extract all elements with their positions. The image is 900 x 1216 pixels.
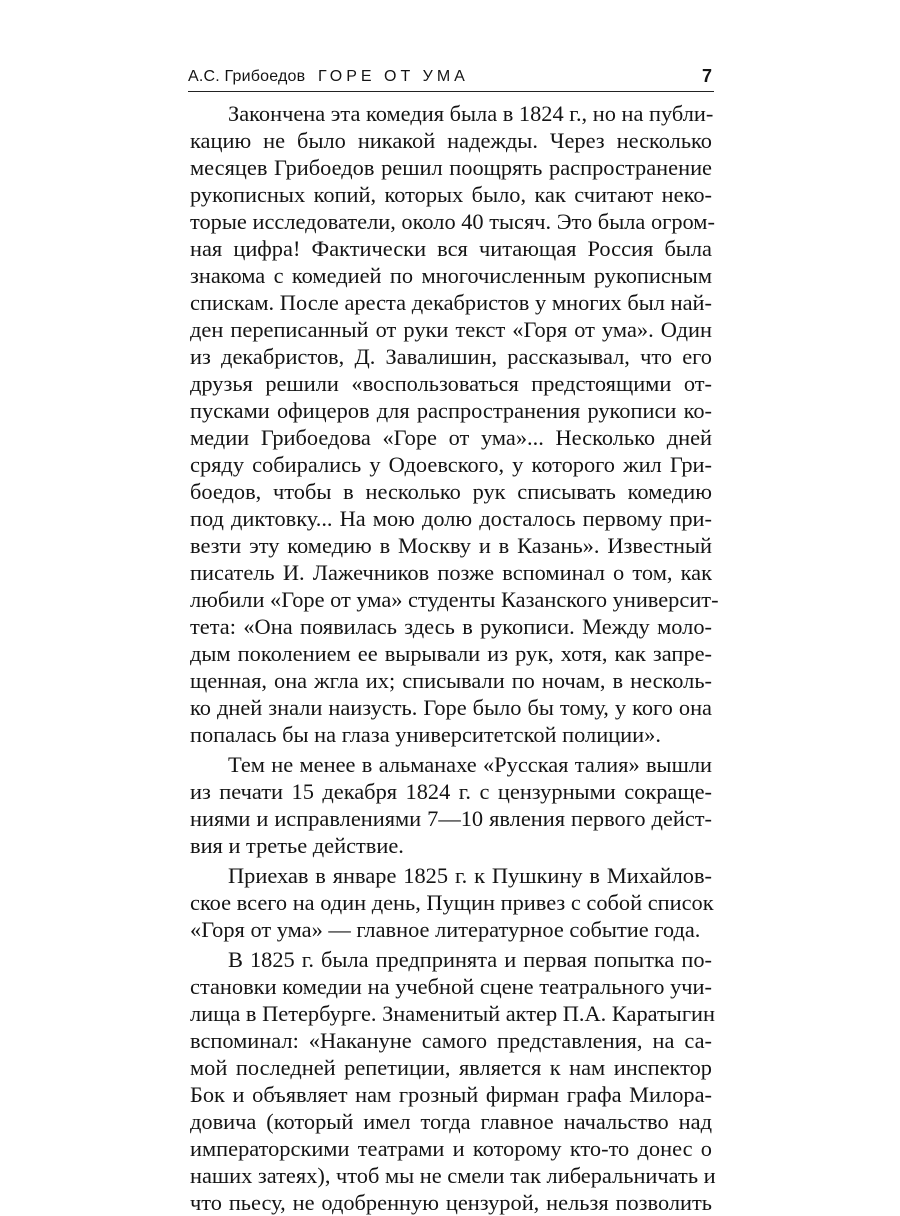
text-line: кацию не было никакой надежды. Через несколько: [190, 128, 712, 153]
text-line: рукописных копий, которых было, как считают неко-: [190, 182, 712, 207]
text-line: Тем не менее в альманахе «Русская талия» вышли: [228, 752, 712, 777]
text-line: довича (который имел тогда главное начальство над: [190, 1109, 712, 1134]
text-line: под диктовку... На мою долю досталось первому при-: [190, 506, 712, 531]
text-line: Приехав в январе 1825 г. к Пушкину в Михайлов-: [228, 863, 712, 888]
text-line: ден переписанный от руки текст «Горя от ума». Один: [190, 317, 712, 342]
text-line: попалась бы на глаза университетской полиции».: [190, 722, 661, 747]
header-title: ГОРЕ ОТ УМА: [318, 68, 469, 85]
header-rule: [188, 91, 714, 92]
text-line: ниями и исправлениями 7—10 явления первого дейст-: [190, 806, 712, 831]
text-line: пусками офицеров для распространения рукописи ко-: [190, 398, 712, 423]
text-line: ское всего на один день, Пущин привез с собой список: [190, 890, 714, 915]
text-line: щенная, она жгла их; списывали по ночам, в несколь-: [190, 668, 712, 693]
text-line: Закончена эта комедия была в 1824 г., но на публи-: [228, 101, 714, 126]
text-line: писатель И. Лажечников позже вспоминал о том, как: [190, 560, 712, 585]
text-line: месяцев Грибоедов решил поощрять распространение: [190, 155, 712, 180]
text-line: ко дней знали наизусть. Горе было бы тому, у кого она: [190, 695, 712, 720]
text-line: сряду собирались у Одоевского, у которого жил Гри-: [190, 452, 712, 477]
text-line: наших затеях), чтоб мы не смели так либеральничать и: [190, 1163, 716, 1188]
text-line: ная цифра! Фактически вся читающая Россия была: [190, 236, 712, 261]
page-number: 7: [701, 66, 712, 86]
body-text: [190, 100, 719, 1216]
paragraph: [190, 946, 716, 1216]
header-author: А.С. Грибоедов: [188, 68, 306, 85]
paragraph: [190, 751, 712, 859]
text-line: тета: «Она появилась здесь в рукописи. Между моло-: [190, 614, 712, 639]
text-line: что пьесу, не одобренную цензурой, нельзя позволить: [190, 1190, 712, 1215]
text-line: из декабристов, Д. Завалишин, рассказывал, что его: [190, 344, 712, 369]
text-line: знакома с комедией по многочисленным рукописным: [190, 263, 712, 288]
text-line: спискам. После ареста декабристов у многих был най-: [190, 290, 712, 315]
running-header: [188, 66, 714, 90]
text-line: императорскими театрами и которому кто-то донес о: [190, 1136, 712, 1161]
text-line: друзья решили «воспользоваться предстоящими от-: [190, 371, 712, 396]
text-line: вия и третье действие.: [190, 833, 404, 858]
text-line: вспоминал: «Накануне самого представления, на са-: [190, 1028, 712, 1053]
paragraph: [190, 862, 712, 943]
text-line: дым поколением ее вырывали из рук, хотя, как запре-: [190, 641, 712, 666]
text-line: В 1825 г. была предпринята и первая попытка по-: [228, 947, 712, 972]
paragraph: [190, 100, 719, 748]
text-line: торые исследователи, около 40 тысяч. Это была огром-: [190, 209, 715, 234]
text-line: становки комедии на учебной сцене театрального учи-: [190, 974, 712, 999]
text-line: из печати 15 декабря 1824 г. с цензурными сокраще-: [190, 779, 712, 804]
text-line: лища в Петербурге. Знаменитый актер П.А. Каратыгин: [190, 1001, 715, 1026]
text-line: мой последней репетиции, является к нам инспектор: [190, 1055, 712, 1080]
text-line: «Горя от ума» — главное литературное событие года.: [190, 917, 701, 942]
text-line: везти эту комедию в Москву и в Казань». Известный: [190, 533, 712, 558]
text-line: медии Грибоедова «Горе от ума»... Несколько дней: [190, 425, 712, 450]
text-line: любили «Горе от ума» студенты Казанского университ-: [190, 587, 719, 612]
text-line: боедов, чтобы в несколько рук списывать комедию: [190, 479, 712, 504]
text-line: Бок и объявляет нам грозный фирман графа Милора-: [190, 1082, 712, 1107]
